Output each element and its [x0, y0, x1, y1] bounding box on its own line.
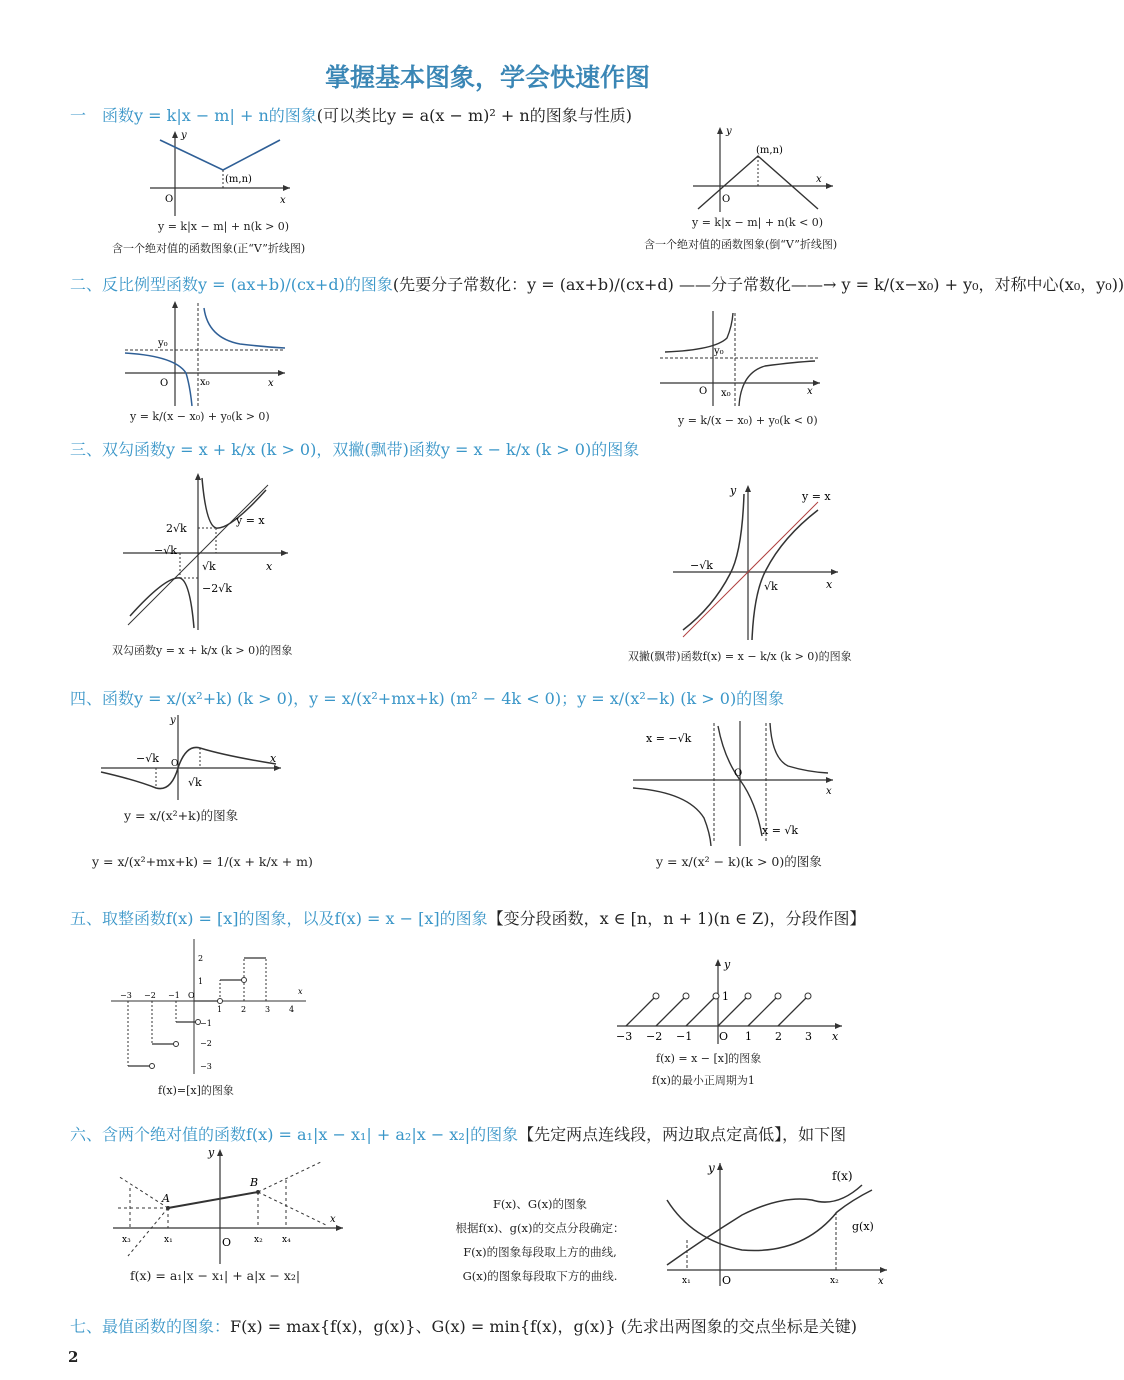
- svg-text:x: x: [807, 386, 813, 397]
- max-min-curves-graph: [662, 1160, 892, 1288]
- svg-text:y = x: y = x: [236, 514, 265, 527]
- svg-text:y₀: y₀: [158, 338, 168, 349]
- caption-5c: f(x)的最小正周期为1: [652, 1074, 755, 1087]
- svg-text:x₁: x₁: [164, 1235, 173, 1245]
- svg-text:−3: −3: [616, 1030, 633, 1043]
- svg-text:−2: −2: [646, 1030, 663, 1043]
- caption-5a: f(x)=[x]的图象: [158, 1084, 234, 1097]
- double-hook-graph: [118, 470, 298, 635]
- svg-text:−√k: −√k: [136, 752, 159, 765]
- svg-text:x = √k: x = √k: [762, 824, 799, 837]
- svg-text:O: O: [734, 768, 743, 779]
- svg-text:−2: −2: [200, 1039, 212, 1048]
- svg-text:1: 1: [722, 990, 729, 1003]
- two-abs-graph: [108, 1146, 348, 1266]
- page-number: 2: [68, 1348, 79, 1366]
- svg-text:y: y: [726, 126, 732, 137]
- section-7-heading: 七、最值函数的图象：F(x) = max{f(x)，g(x)}、G(x) = min{f(x)，g(x)} (先求出两图象的交点坐标是关键): [70, 1317, 858, 1336]
- svg-text:g(x): g(x): [852, 1220, 874, 1233]
- caption-5b: f(x) = x − [x]的图象: [656, 1052, 762, 1065]
- svg-text:O: O: [722, 1274, 732, 1287]
- svg-text:y: y: [208, 1146, 215, 1159]
- inverse-graph-k-positive: [120, 298, 290, 408]
- caption-6a: f(x) = a₁|x − x₁| + a|x − x₂|: [130, 1268, 301, 1283]
- svg-text:x: x: [816, 174, 822, 185]
- svg-text:x: x: [298, 987, 303, 996]
- svg-text:y: y: [708, 1161, 715, 1175]
- svg-text:x: x: [268, 378, 274, 389]
- caption-4b: y = x/(x²+mx+k) = 1/(x + k/x + m): [92, 854, 313, 869]
- svg-text:x₄: x₄: [282, 1235, 291, 1245]
- svg-text:y: y: [181, 130, 187, 141]
- caption-2a: y = k/(x − x₀) + y₀(k > 0): [130, 410, 270, 423]
- svg-text:−2: −2: [144, 991, 156, 1000]
- svg-text:x: x: [330, 1214, 336, 1225]
- ribbon-graph: [668, 482, 848, 642]
- svg-text:−1: −1: [200, 1019, 212, 1028]
- svg-text:O: O: [719, 1030, 729, 1043]
- svg-text:O: O: [160, 378, 169, 389]
- svg-text:√k: √k: [764, 580, 778, 593]
- svg-text:O: O: [222, 1236, 232, 1249]
- svg-text:2: 2: [198, 954, 204, 963]
- svg-text:x: x: [826, 786, 832, 797]
- svg-text:y = x: y = x: [802, 490, 831, 503]
- svg-text:x₂: x₂: [830, 1276, 839, 1286]
- rational-graph-asymptotes: [628, 718, 838, 848]
- max-min-description: F(x)、G(x)的图象 根据f(x)、g(x)的交点分段确定： F(x)的图象每段取上方的曲线, G(x)的图象每段取下方的曲线.: [455, 1197, 625, 1283]
- inverse-graph-k-negative: [655, 308, 825, 408]
- svg-text:3: 3: [265, 1005, 271, 1014]
- rational-graph-k-positive: [96, 712, 286, 804]
- svg-text:O: O: [171, 759, 179, 769]
- svg-text:2: 2: [775, 1030, 782, 1043]
- svg-text:1: 1: [745, 1030, 752, 1043]
- svg-text:−3: −3: [120, 991, 132, 1000]
- svg-text:x₀: x₀: [200, 377, 210, 388]
- svg-text:O: O: [699, 386, 708, 397]
- v-graph-k-negative: [688, 124, 838, 214]
- svg-text:1: 1: [217, 1005, 223, 1014]
- section-6-heading: 六、含两个绝对值的函数f(x) = a₁|x − x₁| + a₂|x − x₂|的图象【先定两点连线段，两边取点定高低】，如下图: [70, 1125, 847, 1144]
- svg-text:1: 1: [198, 977, 204, 986]
- caption-1b: 含一个绝对值的函数图象(正“V”折线图): [112, 242, 306, 255]
- svg-text:(m,n): (m,n): [225, 174, 252, 185]
- svg-text:(m,n): (m,n): [756, 145, 783, 156]
- svg-text:B: B: [250, 1176, 259, 1189]
- svg-text:x: x: [280, 195, 286, 206]
- svg-text:2: 2: [241, 1005, 247, 1014]
- section-4-heading: 四、函数y = x/(x²+k) (k > 0)，y = x/(x²+mx+k) (m² − 4k < 0)；y = x/(x²−k) (k > 0)的图象: [70, 689, 785, 708]
- caption-3a: 双勾函数y = x + k/x (k > 0)的图象: [112, 644, 293, 657]
- svg-text:x₁: x₁: [682, 1276, 691, 1286]
- svg-text:x₀: x₀: [721, 388, 731, 399]
- svg-text:O: O: [165, 194, 174, 205]
- svg-text:y: y: [724, 958, 731, 971]
- svg-text:−√k: −√k: [690, 559, 713, 572]
- section-3-heading: 三、双勾函数y = x + k/x (k > 0)，双撇(飘带)函数y = x − k/x (k > 0)的图象: [70, 440, 640, 459]
- svg-text:−3: −3: [200, 1062, 212, 1071]
- svg-text:3: 3: [805, 1030, 812, 1043]
- v-graph-k-positive: [145, 128, 295, 218]
- caption-2b: y = k/(x − x₀) + y₀(k < 0): [678, 414, 818, 427]
- svg-text:−√k: −√k: [154, 544, 177, 557]
- caption-4a: y = x/(x²+k)的图象: [124, 808, 239, 823]
- svg-text:x: x: [270, 752, 277, 765]
- page-title: 掌握基本图象，学会快速作图: [324, 63, 650, 92]
- svg-text:x: x: [266, 560, 273, 573]
- svg-text:A: A: [162, 1192, 170, 1205]
- svg-text:−2√k: −2√k: [202, 582, 232, 595]
- fractional-part-graph: [612, 956, 847, 1046]
- svg-text:x₃: x₃: [122, 1235, 131, 1245]
- svg-text:y: y: [170, 715, 176, 726]
- svg-text:f(x): f(x): [832, 1169, 853, 1183]
- svg-text:O: O: [188, 991, 195, 1000]
- caption-3b: 双撇(飘带)函数f(x) = x − k/x (k > 0)的图象: [628, 650, 852, 663]
- svg-text:y₀: y₀: [714, 346, 724, 357]
- section-2-heading: 二、反比例型函数y = (ax+b)/(cx+d)的图象(先要分子常数化：y = (ax+b)/(cx+d) ——分子常数化——→ y = k/(x−x₀) + y₀，对称中心(x₀，y₀)): [70, 275, 1124, 294]
- svg-text:x: x: [878, 1276, 884, 1287]
- caption-1d: 含一个绝对值的函数图象(倒“V”折线图): [644, 238, 838, 251]
- floor-function-graph: [106, 936, 311, 1076]
- svg-text:4: 4: [289, 1005, 295, 1014]
- svg-text:−1: −1: [168, 991, 180, 1000]
- caption-4c: y = x/(x² − k)(k > 0)的图象: [656, 854, 822, 869]
- svg-text:2√k: 2√k: [166, 522, 187, 535]
- svg-text:x = −√k: x = −√k: [646, 732, 692, 745]
- section-1-heading: 一 函数y = k|x − m| + n的图象(可以类比y = a(x − m)² + n的图象与性质): [70, 106, 632, 125]
- svg-text:x: x: [826, 578, 833, 591]
- svg-text:−1: −1: [676, 1030, 693, 1043]
- svg-text:x₂: x₂: [254, 1235, 263, 1245]
- svg-text:√k: √k: [188, 776, 202, 789]
- svg-text:y: y: [730, 484, 737, 497]
- svg-text:x: x: [832, 1030, 839, 1043]
- svg-text:O: O: [722, 194, 731, 205]
- section-5-heading: 五、取整函数f(x) = [x]的图象，以及f(x) = x − [x]的图象【变分段函数，x ∈ [n，n + 1)(n ∈ Z)，分段作图】: [70, 909, 866, 928]
- caption-1a: y = k|x − m| + n(k > 0): [158, 220, 290, 233]
- svg-text:√k: √k: [202, 560, 216, 573]
- caption-1c: y = k|x − m| + n(k < 0): [692, 216, 824, 229]
